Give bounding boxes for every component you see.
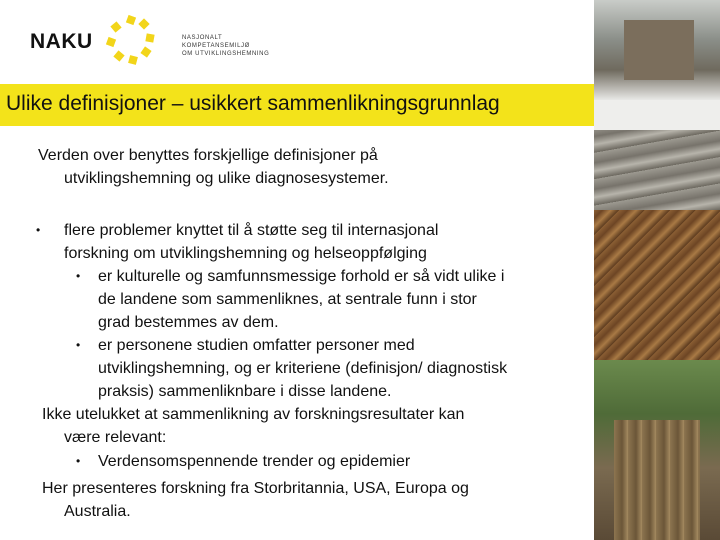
sub1-mark: • xyxy=(76,269,81,283)
bullet1-line2: forskning om utviklingshemning og helseoppfølging xyxy=(64,245,427,262)
sub1-line1: er kulturelle og samfunnsmessige forhold er så vidt ulike i xyxy=(98,268,505,285)
photo-cabin-wall xyxy=(624,20,694,80)
intro-line1: Verden over benyttes forskjellige definisjoner på xyxy=(38,147,378,164)
photo-wooden-door xyxy=(594,210,720,360)
sub3-mark: • xyxy=(76,454,81,468)
para2-line2: være relevant: xyxy=(64,429,167,446)
sub1-line3: grad bestemmes av dem. xyxy=(98,314,279,331)
slide-title: Ulike definisjoner – usikkert sammenlikningsgrunnlag xyxy=(6,92,500,115)
sub1-line2: de landene som sammenliknes, at sentrale funn i stor xyxy=(98,291,477,308)
bullet1-mark: • xyxy=(36,223,41,237)
para2-line1: Ikke utelukket at sammenlikning av forskningsresultater kan xyxy=(42,406,465,423)
intro-line2: utviklingshemning og ulike diagnosesystemer. xyxy=(64,170,389,187)
photo-roof-snow xyxy=(594,100,720,130)
sub2-line2: utviklingshemning, og er kriteriene (definisjon/ diagnostisk xyxy=(98,360,508,377)
para3-line1: Her presenteres forskning fra Storbritannia, USA, Europa og xyxy=(42,480,469,497)
sub2-line3: praksis) sammenliknbare i disse landene. xyxy=(98,383,392,400)
photo-collage xyxy=(594,0,720,540)
sub3-line1: Verdensomspennende trender og epidemier xyxy=(98,453,411,470)
logo-wordmark: NAKU xyxy=(30,30,93,53)
bullet1-line1: flere problemer knyttet til å støtte seg til internasjonal xyxy=(64,222,439,239)
logo-subtitle-line2: OM UTVIKLINGSHEMNING xyxy=(182,51,270,57)
logo-subtitle-line1: NASJONALT KOMPETANSEMILJØ xyxy=(182,35,250,49)
photo-wooden-posts xyxy=(614,420,700,540)
para3-line2: Australia. xyxy=(64,503,131,520)
sub2-line1: er personene studien omfatter personer med xyxy=(98,337,415,354)
sub2-mark: • xyxy=(76,338,81,352)
